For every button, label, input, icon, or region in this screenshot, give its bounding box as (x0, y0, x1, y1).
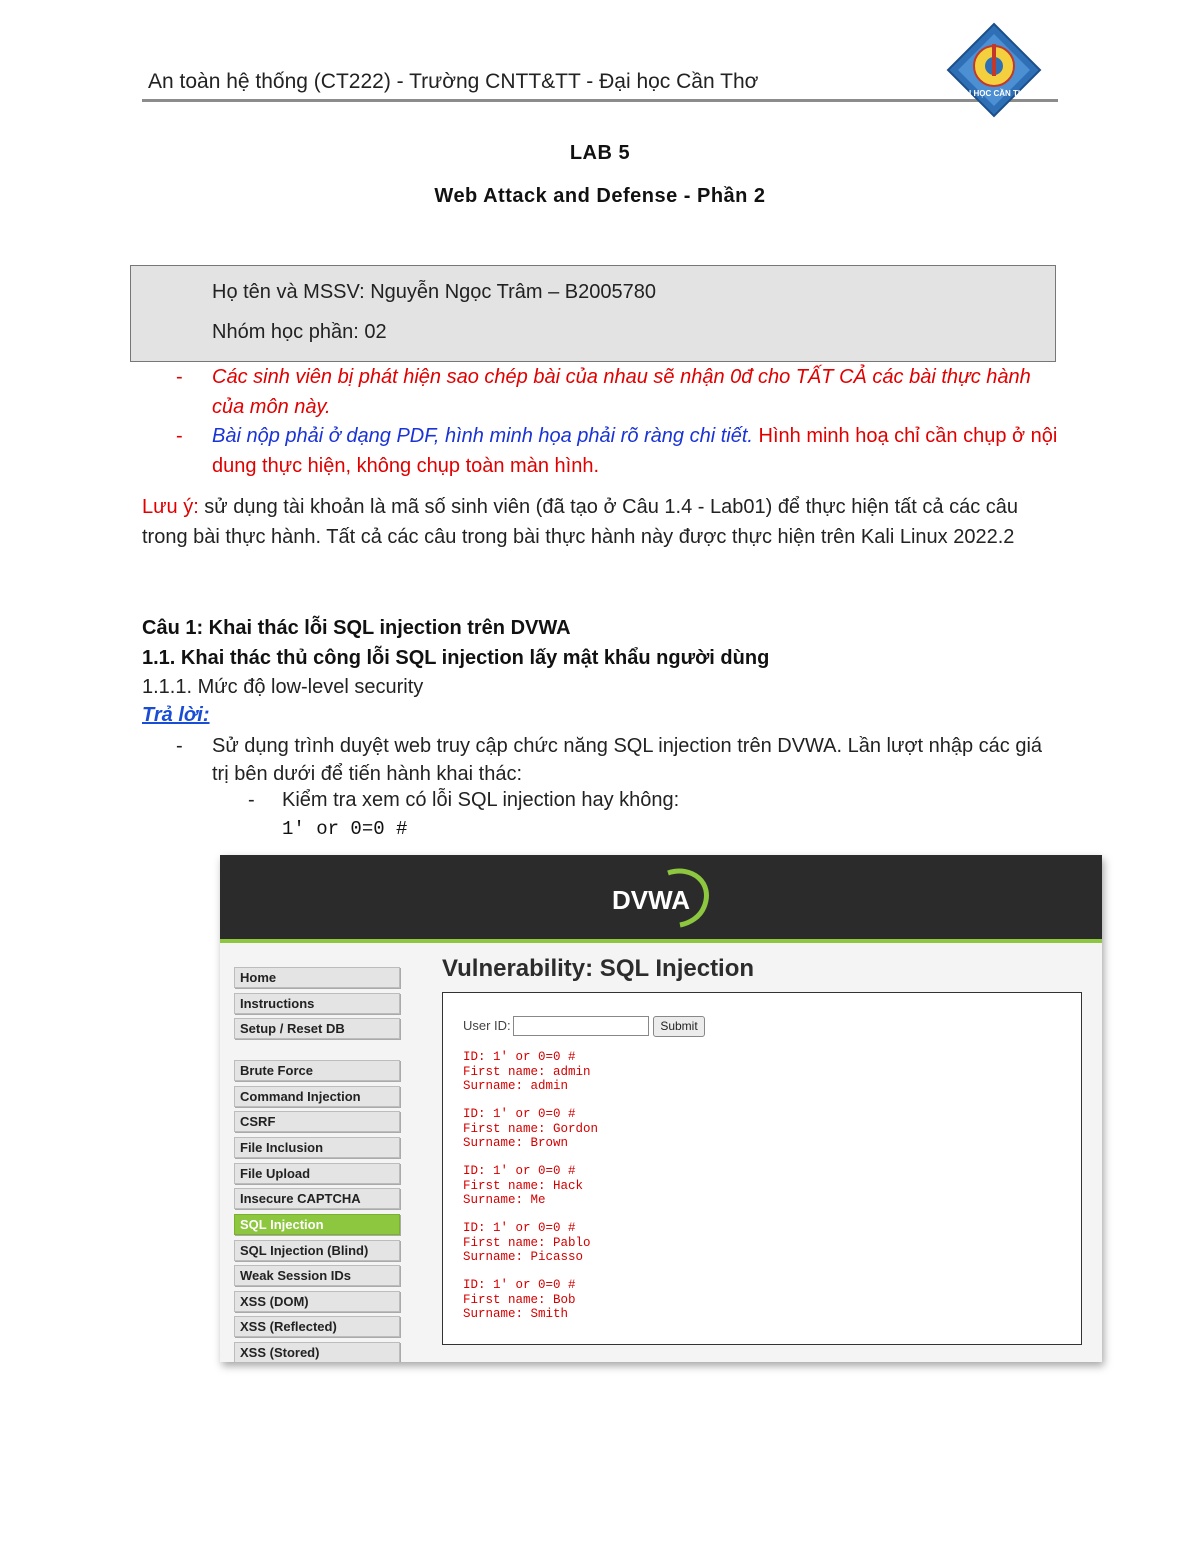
dvwa-screenshot (220, 855, 1102, 1362)
menu-brute-force[interactable]: Brute Force (234, 1060, 400, 1081)
step-instruction (176, 732, 1066, 788)
result-block (463, 1050, 591, 1094)
sqli-panel (442, 992, 1082, 1345)
menu-home[interactable]: Home (234, 967, 400, 988)
result-block (463, 1278, 576, 1322)
result-first-name: First name: admin (463, 1064, 591, 1079)
student-line: Họ tên và MSSV: Nguyễn Ngọc Trâm – B2005780 (212, 281, 656, 303)
luu-y-text: sử dụng tài khoản là mã số sinh viên (đã tạo ở Câu 1.4 - Lab01) để thực hiện tất cả các câu trong bài thực hành. Tất cả các câu trong bài thực hành này được thực hiện trên Kali Linux 2022.2 (142, 496, 1019, 548)
menu-file-inclusion[interactable]: File Inclusion (234, 1137, 400, 1158)
step-text: Sử dụng trình duyệt web truy cập chức năng SQL injection trên DVWA. Lần lượt nhập các giá trị bên dưới để tiến hành khai thác: (212, 735, 1043, 785)
result-id: ID: 1' or 0=0 # (463, 1278, 576, 1292)
vulnerability-title: Vulnerability: SQL Injection (442, 955, 755, 982)
answer-label: Trả lời: (142, 704, 210, 726)
dvwa-header-rule (220, 939, 1102, 943)
note-copying (176, 362, 1066, 422)
dvwa-logo-text: DVWA (612, 885, 690, 915)
result-id: ID: 1' or 0=0 # (463, 1107, 576, 1121)
result-id: ID: 1' or 0=0 # (463, 1050, 576, 1064)
heading-1-1-1: 1.1.1. Mức độ low-level security (142, 676, 424, 698)
result-first-name: First name: Gordon (463, 1121, 599, 1136)
submit-button[interactable]: Submit (653, 1016, 705, 1037)
lab-title: LAB 5 (569, 142, 631, 164)
step-bullet: - (176, 735, 183, 757)
header-rule (142, 99, 1058, 102)
result-surname: Surname: Smith (463, 1307, 569, 1321)
user-id-label: User ID: (463, 1018, 511, 1033)
result-first-name: First name: Hack (463, 1178, 584, 1193)
menu-command-injection[interactable]: Command Injection (234, 1086, 400, 1107)
result-block (463, 1164, 583, 1208)
note-screenshot-text: Hình minh hoạ chỉ cần chụp ở nội dung thực hiện, không chụp toàn màn hình. (212, 425, 1058, 477)
result-block (463, 1107, 598, 1151)
menu-setup-reset-db[interactable]: Setup / Reset DB (234, 1018, 400, 1039)
menu-xss-stored[interactable]: XSS (Stored) (234, 1342, 400, 1362)
note-bullet: - (176, 425, 183, 447)
note-pdf (176, 421, 1066, 481)
result-id: ID: 1' or 0=0 # (463, 1221, 576, 1235)
result-surname: Surname: Brown (463, 1136, 569, 1150)
menu-instructions[interactable]: Instructions (234, 993, 400, 1014)
heading-1-1: 1.1. Khai thác thủ công lỗi SQL injection lấy mật khẩu người dùng (142, 647, 770, 669)
dvwa-logo-icon (610, 865, 714, 931)
page-header-title: An toàn hệ thống (CT222) - Trường CNTT&TT - Đại học Cần Thơ (148, 70, 759, 93)
note-pdf-text: Bài nộp phải ở dạng PDF, hình minh họa phải rõ ràng chi tiết. (212, 425, 753, 447)
menu-sql-injection[interactable]: SQL Injection (234, 1214, 400, 1235)
menu-csrf[interactable]: CSRF (234, 1111, 400, 1132)
lab-subtitle: Web Attack and Defense - Phần 2 (434, 185, 766, 207)
substep-bullet: - (248, 789, 255, 811)
menu-xss-reflected[interactable]: XSS (Reflected) (234, 1316, 400, 1337)
result-first-name: First name: Pablo (463, 1235, 591, 1250)
group-line: Nhóm học phần: 02 (212, 321, 387, 343)
heading-question-1: Câu 1: Khai thác lỗi SQL injection trên DVWA (142, 617, 571, 639)
result-surname: Surname: Me (463, 1193, 546, 1207)
result-id: ID: 1' or 0=0 # (463, 1164, 576, 1178)
university-logo-icon (946, 22, 1042, 118)
luu-y-label: Lưu ý: (142, 496, 199, 518)
note-bullet: - (176, 366, 183, 388)
menu-weak-session-ids[interactable]: Weak Session IDs (234, 1265, 400, 1286)
menu-insecure-captcha[interactable]: Insecure CAPTCHA (234, 1188, 400, 1209)
note-copying-text: Các sinh viên bị phát hiện sao chép bài của nhau sẽ nhận 0đ cho TẤT CẢ các bài thực hành của môn này. (212, 366, 1031, 418)
luu-y-paragraph (142, 492, 1058, 552)
menu-file-upload[interactable]: File Upload (234, 1163, 400, 1184)
substep-text: Kiểm tra xem có lỗi SQL injection hay không: (282, 789, 680, 811)
menu-sql-injection-blind[interactable]: SQL Injection (Blind) (234, 1240, 400, 1261)
result-block (463, 1221, 591, 1265)
user-id-input[interactable] (513, 1016, 649, 1036)
menu-xss-dom[interactable]: XSS (DOM) (234, 1291, 400, 1312)
logo-text: ĐẠI HỌC CẦN THƠ (957, 89, 1031, 98)
student-info-box (130, 265, 1056, 362)
result-first-name: First name: Bob (463, 1292, 576, 1307)
code-payload: 1' or 0=0 # (282, 818, 408, 840)
result-surname: Surname: Picasso (463, 1250, 584, 1264)
result-surname: Surname: admin (463, 1079, 569, 1093)
